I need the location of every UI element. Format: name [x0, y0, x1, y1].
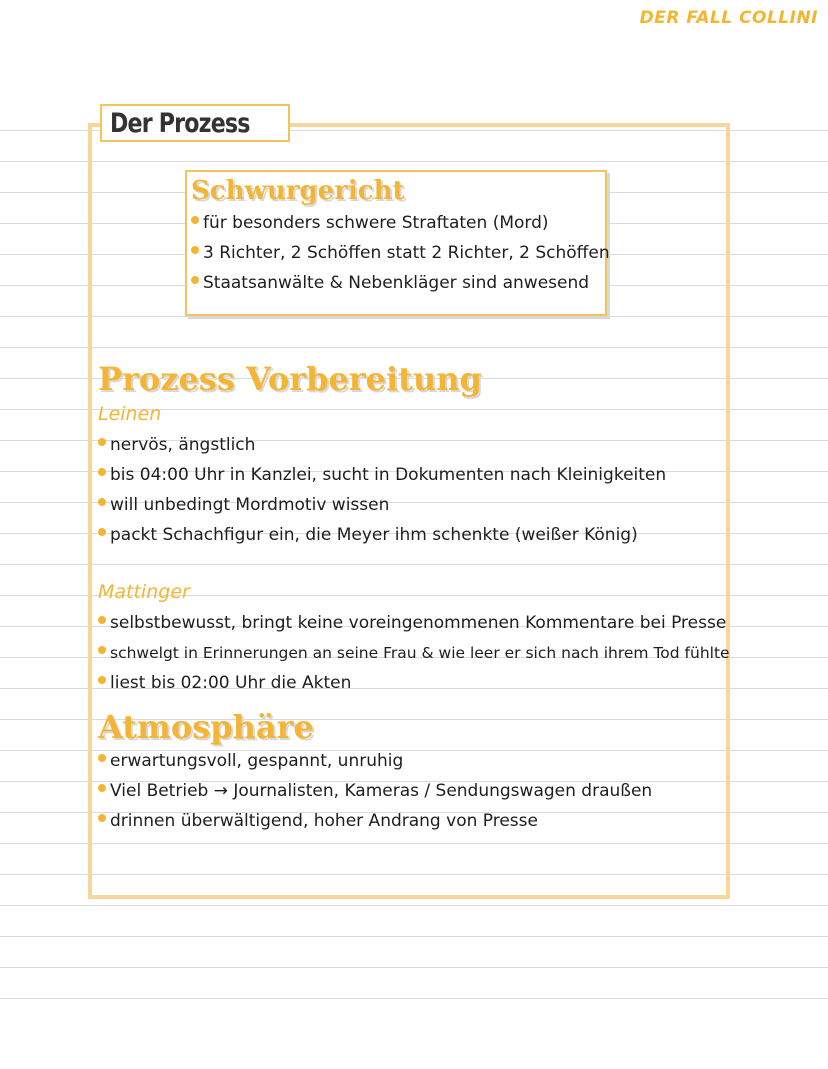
atmosphaere-heading: Atmosphäre: [98, 708, 314, 746]
bullet-dot-icon: [98, 438, 106, 446]
list-item: Viel Betrieb → Journalisten, Kameras / Sendungswagen draußen: [98, 776, 728, 806]
mattinger-subheading: Mattinger: [98, 581, 190, 603]
bullet-dot-icon: [98, 616, 106, 624]
list-item: Staatsanwälte & Nebenkläger sind anwesend: [191, 268, 605, 298]
atmosphaere-list: [98, 746, 728, 836]
list-item: erwartungsvoll, gespannt, unruhig: [98, 746, 728, 776]
bullet-dot-icon: [98, 754, 106, 762]
leinen-subheading: Leinen: [98, 403, 162, 425]
list-item: schwelgt in Erinnerungen an seine Frau & wie leer er sich nach ihrem Tod fühlte: [98, 638, 728, 668]
list-item: bis 04:00 Uhr in Kanzlei, sucht in Dokumenten nach Kleinigkeiten: [98, 460, 728, 490]
notes-content: [98, 360, 728, 836]
bullet-dot-icon: [191, 246, 199, 254]
bullet-dot-icon: [191, 276, 199, 284]
bullet-dot-icon: [98, 676, 106, 684]
leinen-list: [98, 430, 728, 550]
vorbereitung-heading: Prozess Vorbereitung: [98, 360, 482, 398]
bullet-dot-icon: [98, 646, 106, 654]
schwurgericht-heading: Schwurgericht: [191, 176, 405, 206]
bullet-dot-icon: [98, 528, 106, 536]
bullet-dot-icon: [98, 498, 106, 506]
bottom-margin: [0, 1000, 828, 1069]
bullet-dot-icon: [191, 216, 199, 224]
section-title-tag: [100, 104, 290, 142]
list-item: nervös, ängstlich: [98, 430, 728, 460]
bullet-dot-icon: [98, 784, 106, 792]
mattinger-list: [98, 608, 728, 698]
list-item: selbstbewusst, bringt keine voreingenommenen Kommentare bei Presse: [98, 608, 728, 638]
document-header-title: DER FALL COLLINI: [639, 8, 818, 28]
schwurgericht-box: [185, 170, 610, 316]
bullet-dot-icon: [98, 468, 106, 476]
list-item: will unbedingt Mordmotiv wissen: [98, 490, 728, 520]
section-title: Der Prozess: [110, 107, 250, 139]
list-item: 3 Richter, 2 Schöffen statt 2 Richter, 2 Schöffen: [191, 238, 605, 268]
list-item: packt Schachfigur ein, die Meyer ihm schenkte (weißer König): [98, 520, 728, 550]
list-item: liest bis 02:00 Uhr die Akten: [98, 668, 728, 698]
bullet-dot-icon: [98, 814, 106, 822]
list-item: drinnen überwältigend, hoher Andrang von Presse: [98, 806, 728, 836]
list-item: für besonders schwere Straftaten (Mord): [191, 208, 605, 238]
